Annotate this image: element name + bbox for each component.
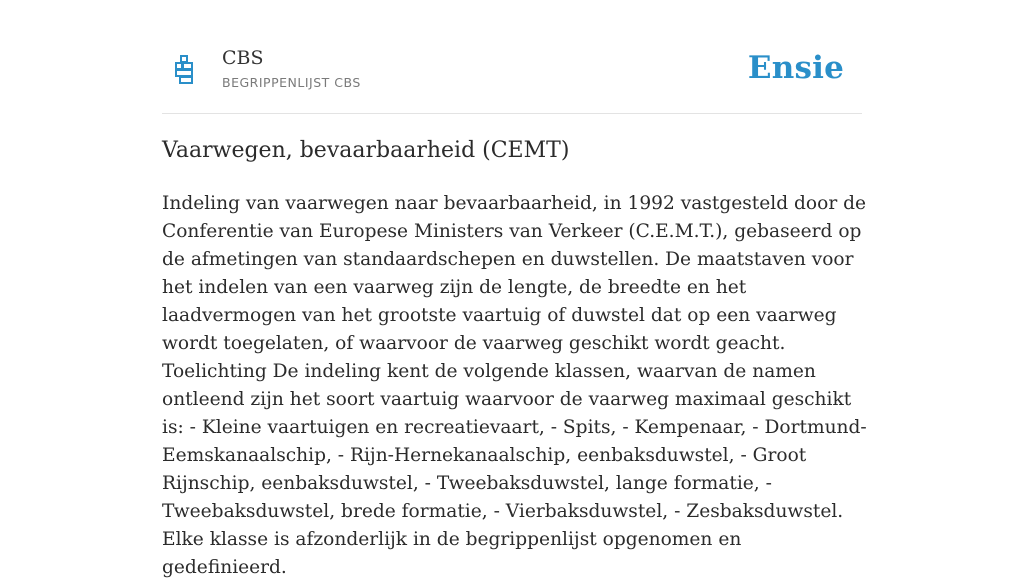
publisher-name[interactable]: CBS — [222, 47, 264, 69]
cbs-logo-icon[interactable] — [174, 55, 198, 87]
brand-logo[interactable]: Ensie — [747, 50, 844, 86]
publisher-subtitle[interactable]: BEGRIPPENLIJST CBS — [222, 75, 361, 90]
header — [162, 40, 862, 114]
page-title: Vaarwegen, bevaarbaarheid (CEMT) — [162, 138, 570, 163]
definition-text: Indeling van vaarwegen naar bevaarbaarheid, in 1992 vastgesteld door de Conferentie van Europese Ministers van Verkeer (C.E.M.T.), gebaseerd op de afmetingen van standaardschepen en duwstellen. De maatstaven voor het indelen van een vaarweg zijn de lengte, de breedte en het laadvermogen van het grootste vaartuig of duwstel dat op een vaarweg wordt toegelaten, of waarvoor de vaarweg geschikt wordt geacht. Toelichting De indeling kent de volgende klassen, waarvan de namen ontleend zijn het soort vaartuig waarvoor de vaarweg maximaal geschikt is: - Kleine vaartuigen en recreatievaart, - Spits, - Kempenaar, - Dortmund-Eemskanaalschip, - Rijn-Hernekanaalschip, eenbaksduwstel, - Groot Rijnschip, eenbaksduwstel, - Tweebaksduwstel, lange formatie, - Tweebaksduwstel, brede formatie, - Vierbaksduwstel, - Zesbaksduwstel. Elke klasse is afzonderlijk in de begrippenlijst opgenomen en gedefinieerd. — [162, 193, 867, 578]
